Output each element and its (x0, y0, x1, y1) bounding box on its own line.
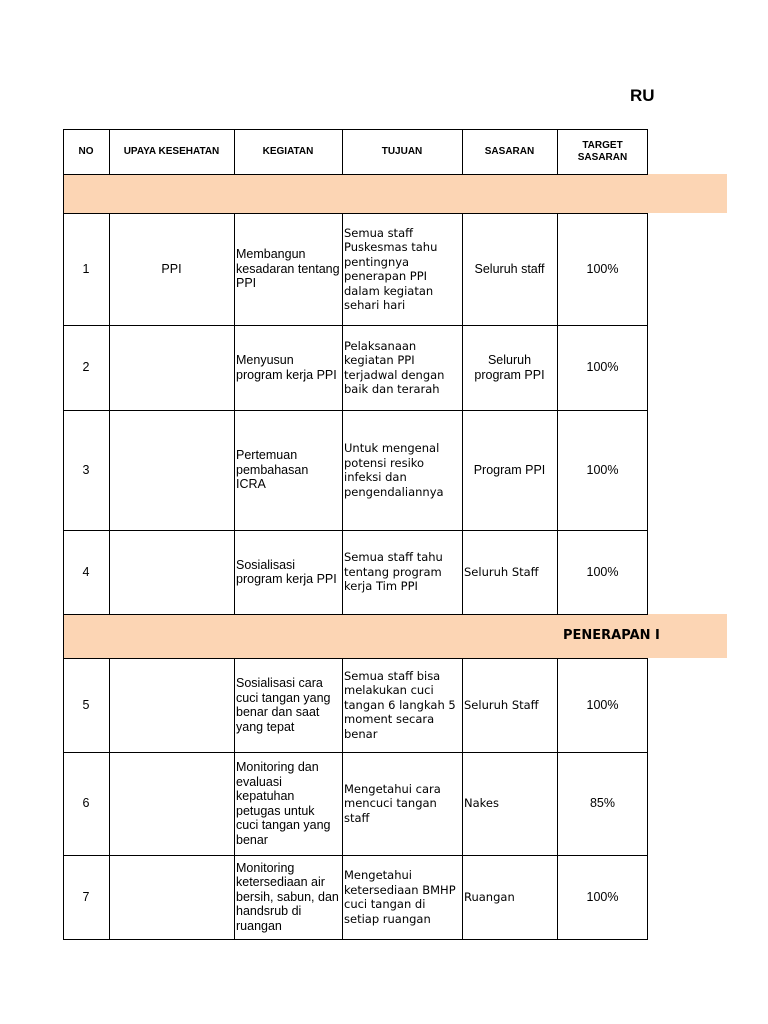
grid-line (342, 213, 343, 614)
grid-line (109, 658, 110, 940)
grid-line (557, 658, 558, 940)
grid-line (63, 174, 648, 175)
grid-line (63, 614, 64, 940)
header-no: NO (78, 146, 94, 157)
grid-line (342, 658, 343, 940)
row-1-no: 1 (82, 261, 90, 276)
grid-line (63, 752, 648, 753)
grid-line (234, 658, 235, 940)
grid-line (63, 939, 648, 940)
row-3-tujuan: Untuk mengenal potensi resiko infeksi dan pengendaliannya (344, 441, 444, 499)
row-2-kegiatan: Menyusun program kerja PPI (236, 353, 337, 382)
document-title: RU (630, 86, 655, 105)
grid-line (647, 130, 648, 174)
row-7-kegiatan: Monitoring ketersediaan air bersih, sabun, dan handsrub di ruangan (236, 860, 339, 933)
grid-line (462, 130, 463, 174)
row-2-target: 100% (586, 360, 619, 375)
grid-line (63, 325, 648, 326)
row-5-tujuan: Semua staff bisa melakukan cuci tangan 6 langkah 5 moment secara benar (344, 668, 456, 741)
row-6-tujuan: Mengetahui cara mencuci tangan staff (344, 781, 441, 825)
row-1-sasaran: Seluruh staff (474, 261, 545, 276)
row-4-no: 4 (82, 564, 90, 579)
row-7-no: 7 (82, 889, 90, 904)
row-5-upaya (109, 658, 234, 752)
grid-line (462, 213, 463, 614)
row-7-upaya (109, 855, 234, 939)
row-4-upaya (109, 530, 234, 614)
row-6-target: 85% (589, 796, 616, 811)
row-2-no: 2 (82, 360, 90, 375)
grid-line (462, 658, 463, 940)
row-7-target: 100% (586, 889, 619, 904)
row-4-kegiatan: Sosialisasi program kerja PPI (236, 557, 337, 586)
row-3-sasaran: Program PPI (473, 462, 546, 477)
grid-line (557, 213, 558, 614)
grid-line (63, 174, 64, 614)
grid-line (109, 130, 110, 174)
header-kegiatan: KEGIATAN (262, 146, 314, 157)
row-5-sasaran: Seluruh Staff (464, 697, 539, 712)
row-6-no: 6 (82, 796, 90, 811)
grid-line (557, 130, 558, 174)
row-1-target: 100% (586, 261, 619, 276)
grid-line (63, 129, 648, 130)
section-label-penerapan: PENERAPAN I (563, 628, 660, 643)
row-5-no: 5 (82, 697, 90, 712)
row-7-sasaran: Ruangan (464, 889, 515, 904)
grid-line (63, 658, 648, 659)
grid-line (234, 213, 235, 614)
grid-line (63, 410, 648, 411)
section-band-1 (63, 174, 727, 213)
row-1-kegiatan: Membangun kesadaran tentang PPI (236, 247, 340, 291)
grid-line (63, 614, 648, 615)
row-4-target: 100% (586, 564, 619, 579)
header-tujuan: TUJUAN (381, 146, 423, 157)
row-2-tujuan: Pelaksanaan kegiatan PPI terjadwal dengan baik dan terarah (344, 338, 445, 396)
row-1-upaya: PPI (161, 261, 182, 276)
row-2-upaya (109, 325, 234, 410)
grid-line (63, 530, 648, 531)
grid-line (63, 130, 64, 174)
grid-line (234, 130, 235, 174)
grid-line (647, 213, 648, 614)
grid-line (647, 658, 648, 940)
row-7-tujuan: Mengetahui ketersediaan BMHP cuci tangan di setiap ruangan (344, 868, 456, 926)
row-6-upaya (109, 752, 234, 855)
row-6-kegiatan: Monitoring dan evaluasi kepatuhan petugas untuk cuci tangan yang benar (236, 760, 331, 847)
row-4-sasaran: Seluruh Staff (464, 564, 539, 579)
grid-line (109, 213, 110, 614)
row-3-target: 100% (586, 462, 619, 477)
header-target-sasaran: TARGET SASARAN (577, 140, 628, 163)
row-3-kegiatan: Pertemuan pembahasan ICRA (236, 448, 309, 492)
grid-line (342, 130, 343, 174)
row-1-tujuan: Semua staff Puskesmas tahu pentingnya penerapan PPI dalam kegiatan sehari hari (344, 225, 438, 312)
header-sasaran: SASARAN (484, 146, 535, 157)
row-4-tujuan: Semua staff tahu tentang program kerja Tim PPI (344, 550, 443, 594)
row-5-target: 100% (586, 697, 619, 712)
row-3-upaya (109, 410, 234, 530)
row-5-kegiatan: Sosialisasi cara cuci tangan yang benar dan saat yang tepat (236, 676, 331, 734)
row-3-no: 3 (82, 462, 90, 477)
row-2-sasaran: Seluruh program PPI (474, 353, 545, 382)
grid-line (63, 213, 648, 214)
header-upaya-kesehatan: UPAYA KESEHATAN (123, 146, 220, 157)
row-6-sasaran: Nakes (464, 796, 499, 811)
grid-line (63, 855, 648, 856)
